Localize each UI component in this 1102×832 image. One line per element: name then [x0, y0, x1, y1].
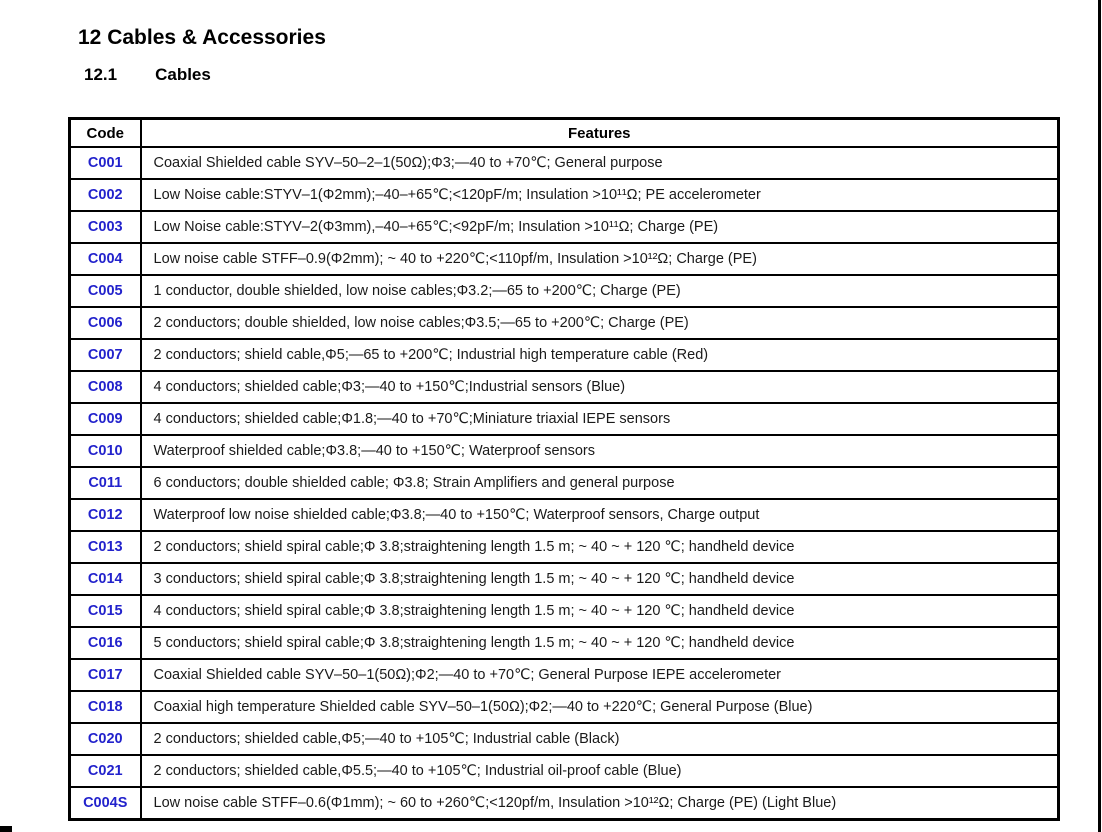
table-row	[70, 179, 1059, 211]
table-row	[70, 243, 1059, 275]
table-row	[70, 627, 1059, 659]
code-cell: C002	[70, 179, 141, 211]
code-cell: C011	[70, 467, 141, 499]
table-row	[70, 435, 1059, 467]
table-row	[70, 723, 1059, 755]
table-row	[70, 787, 1059, 820]
code-cell: C013	[70, 531, 141, 563]
code-column-header: Code	[70, 119, 141, 148]
code-cell: C012	[70, 499, 141, 531]
code-cell: C015	[70, 595, 141, 627]
header-row	[70, 119, 1059, 148]
code-cell: C021	[70, 755, 141, 787]
code-cell: C014	[70, 563, 141, 595]
feature-cell: 3 conductors; shield spiral cable;Φ 3.8;straightening length 1.5 m; ~ 40 ~ + 120 ℃; handheld device	[141, 563, 1059, 595]
table-row	[70, 211, 1059, 243]
page-border-corner	[0, 826, 12, 832]
code-cell: C003	[70, 211, 141, 243]
feature-cell: Low noise cable STFF–0.6(Φ1mm); ~ 60 to +260℃;<120pf/m, Insulation >10¹²Ω; Charge (PE) (Light Blue)	[141, 787, 1059, 820]
cables-table	[68, 117, 1060, 821]
feature-cell: 6 conductors; double shielded cable; Φ3.8; Strain Amplifiers and general purpose	[141, 467, 1059, 499]
table-row	[70, 595, 1059, 627]
table-row	[70, 467, 1059, 499]
feature-cell: 4 conductors; shielded cable;Φ3;—40 to +150℃;Industrial sensors (Blue)	[141, 371, 1059, 403]
feature-cell: 4 conductors; shield spiral cable;Φ 3.8;straightening length 1.5 m; ~ 40 ~ + 120 ℃; handheld device	[141, 595, 1059, 627]
code-cell: C016	[70, 627, 141, 659]
feature-cell: Coaxial high temperature Shielded cable SYV–50–1(50Ω);Φ2;—40 to +220℃; General Purpose (Blue)	[141, 691, 1059, 723]
feature-cell: Waterproof shielded cable;Φ3.8;—40 to +150℃; Waterproof sensors	[141, 435, 1059, 467]
table-row	[70, 275, 1059, 307]
code-cell: C018	[70, 691, 141, 723]
table-row	[70, 563, 1059, 595]
code-cell: C006	[70, 307, 141, 339]
table-row	[70, 403, 1059, 435]
section-heading	[84, 65, 211, 85]
page-title: 12 Cables & Accessories	[78, 26, 326, 50]
feature-cell: Low Noise cable:STYV–1(Φ2mm);–40–+65℃;<120pF/m; Insulation >10¹¹Ω; PE accelerometer	[141, 179, 1059, 211]
code-cell: C020	[70, 723, 141, 755]
feature-cell: Coaxial Shielded cable SYV–50–1(50Ω);Φ2;—40 to +70℃; General Purpose IEPE accelerometer	[141, 659, 1059, 691]
table-row	[70, 147, 1059, 179]
section-title: Cables	[155, 65, 211, 84]
table-row	[70, 307, 1059, 339]
page-border-right	[1098, 0, 1101, 832]
code-cell: C017	[70, 659, 141, 691]
cable-table-body	[70, 147, 1059, 820]
feature-cell: 5 conductors; shield spiral cable;Φ 3.8;straightening length 1.5 m; ~ 40 ~ + 120 ℃; handheld device	[141, 627, 1059, 659]
code-cell: C001	[70, 147, 141, 179]
feature-cell: Low Noise cable:STYV–2(Φ3mm),–40–+65℃;<92pF/m; Insulation >10¹¹Ω; Charge (PE)	[141, 211, 1059, 243]
feature-cell: 2 conductors; shielded cable,Φ5.5;—40 to +105℃; Industrial oil-proof cable (Blue)	[141, 755, 1059, 787]
feature-cell: Low noise cable STFF–0.9(Φ2mm); ~ 40 to +220℃;<110pf/m, Insulation >10¹²Ω; Charge (PE)	[141, 243, 1059, 275]
feature-cell: 2 conductors; shielded cable,Φ5;—40 to +105℃; Industrial cable (Black)	[141, 723, 1059, 755]
feature-cell: 1 conductor, double shielded, low noise cables;Φ3.2;—65 to +200℃; Charge (PE)	[141, 275, 1059, 307]
feature-cell: 2 conductors; double shielded, low noise cables;Φ3.5;—65 to +200℃; Charge (PE)	[141, 307, 1059, 339]
cables-table-header	[70, 119, 1059, 148]
code-cell: C010	[70, 435, 141, 467]
feature-cell: 4 conductors; shielded cable;Φ1.8;—40 to +70℃;Miniature triaxial IEPE sensors	[141, 403, 1059, 435]
features-column-header: Features	[141, 119, 1059, 148]
code-cell: C009	[70, 403, 141, 435]
feature-cell: 2 conductors; shield spiral cable;Φ 3.8;straightening length 1.5 m; ~ 40 ~ + 120 ℃; handheld device	[141, 531, 1059, 563]
code-cell: C004	[70, 243, 141, 275]
table-row	[70, 339, 1059, 371]
table-row	[70, 371, 1059, 403]
feature-cell: Waterproof low noise shielded cable;Φ3.8;—40 to +150℃; Waterproof sensors, Charge output	[141, 499, 1059, 531]
table-row	[70, 691, 1059, 723]
table-row	[70, 531, 1059, 563]
table-row	[70, 499, 1059, 531]
feature-cell: 2 conductors; shield cable,Φ5;—65 to +200℃; Industrial high temperature cable (Red)	[141, 339, 1059, 371]
table-row	[70, 659, 1059, 691]
feature-cell: Coaxial Shielded cable SYV–50–2–1(50Ω);Φ3;—40 to +70℃; General purpose	[141, 147, 1059, 179]
code-cell: C005	[70, 275, 141, 307]
table-row	[70, 755, 1059, 787]
code-cell: C007	[70, 339, 141, 371]
code-cell: C004S	[70, 787, 141, 820]
section-number: 12.1	[84, 65, 118, 84]
code-cell: C008	[70, 371, 141, 403]
